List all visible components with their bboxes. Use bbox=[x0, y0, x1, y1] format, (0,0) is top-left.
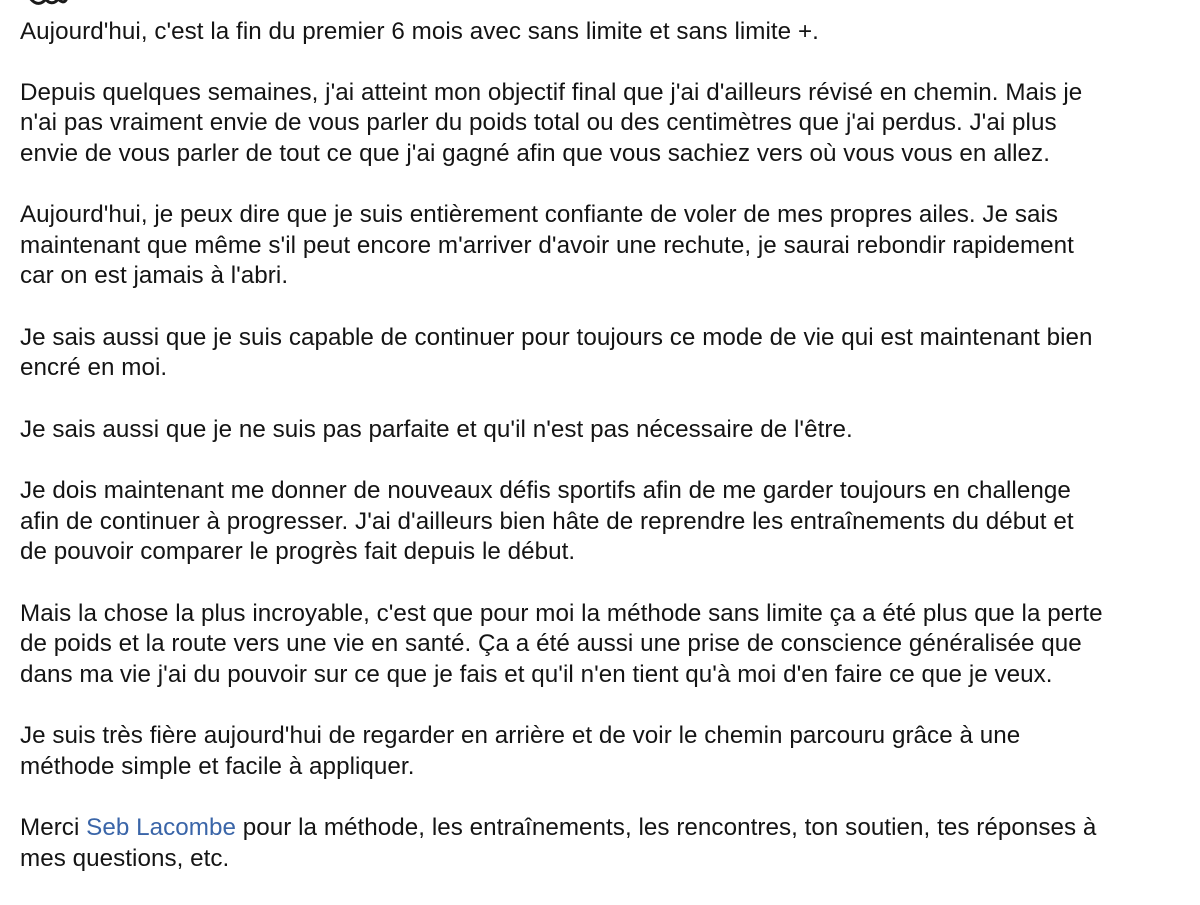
post-paragraph-3: Aujourd'hui, je peux dire que je suis entièrement confiante de voler de mes propres ailes. Je sais maintenant que même s'il peut encore m'arriver d'avoir une rechute, je saurai rebondir rapidement car on est jamais à l'abri. bbox=[20, 201, 1074, 289]
thanks-suffix: pour la méthode, les entraînements, les rencontres, ton soutien, tes réponses à mes questions, etc. bbox=[20, 814, 1097, 872]
cropped-scribble-icon bbox=[28, 0, 68, 8]
thanks-prefix: Merci bbox=[20, 814, 87, 841]
mention-link-seb-lacombe[interactable]: Seb Lacombe bbox=[86, 814, 236, 841]
post-paragraph-6: Je dois maintenant me donner de nouveaux défis sportifs afin de me garder toujours en challenge afin de continuer à progresser. J'ai d'ailleurs bien hâte de reprendre les entraînements du début et de pouvoir comparer le progrès fait depuis le début. bbox=[20, 477, 1074, 565]
post-thanks-paragraph bbox=[20, 813, 1190, 874]
post-paragraph-4: Je sais aussi que je suis capable de continuer pour toujours ce mode de vie qui est maintenant bien encré en moi. bbox=[20, 323, 1093, 381]
post-body bbox=[20, 17, 1190, 905]
post-paragraph-7: Mais la chose la plus incroyable, c'est que pour moi la méthode sans limite ça a été plus que la perte de poids et la route vers une vie en santé. Ça a été aussi une prise de conscience généralisée que dans ma vie j'ai du pouvoir sur ce que je fais et qu'il n'en tient qu'à moi d'en faire ce que je veux. bbox=[20, 599, 1103, 688]
post-paragraph-8: Je suis très fière aujourd'hui de regarder en arrière et de voir le chemin parcouru grâce à une méthode simple et facile à appliquer. bbox=[20, 722, 1021, 780]
post-paragraph-5: Je sais aussi que je ne suis pas parfaite et qu'il n'est pas nécessaire de l'être. bbox=[20, 415, 853, 443]
post-paragraph-1: Aujourd'hui, c'est la fin du premier 6 mois avec sans limite et sans limite +. bbox=[20, 18, 819, 45]
post-paragraph-2: Depuis quelques semaines, j'ai atteint mon objectif final que j'ai d'ailleurs révisé en chemin. Mais je n'ai pas vraiment envie de vous parler du poids total ou des centimètres que j'ai perdus. J'ai plus envie de vous parler de tout ce que j'ai gagné afin que vous sachiez vers où vous vous en allez. bbox=[20, 78, 1083, 167]
